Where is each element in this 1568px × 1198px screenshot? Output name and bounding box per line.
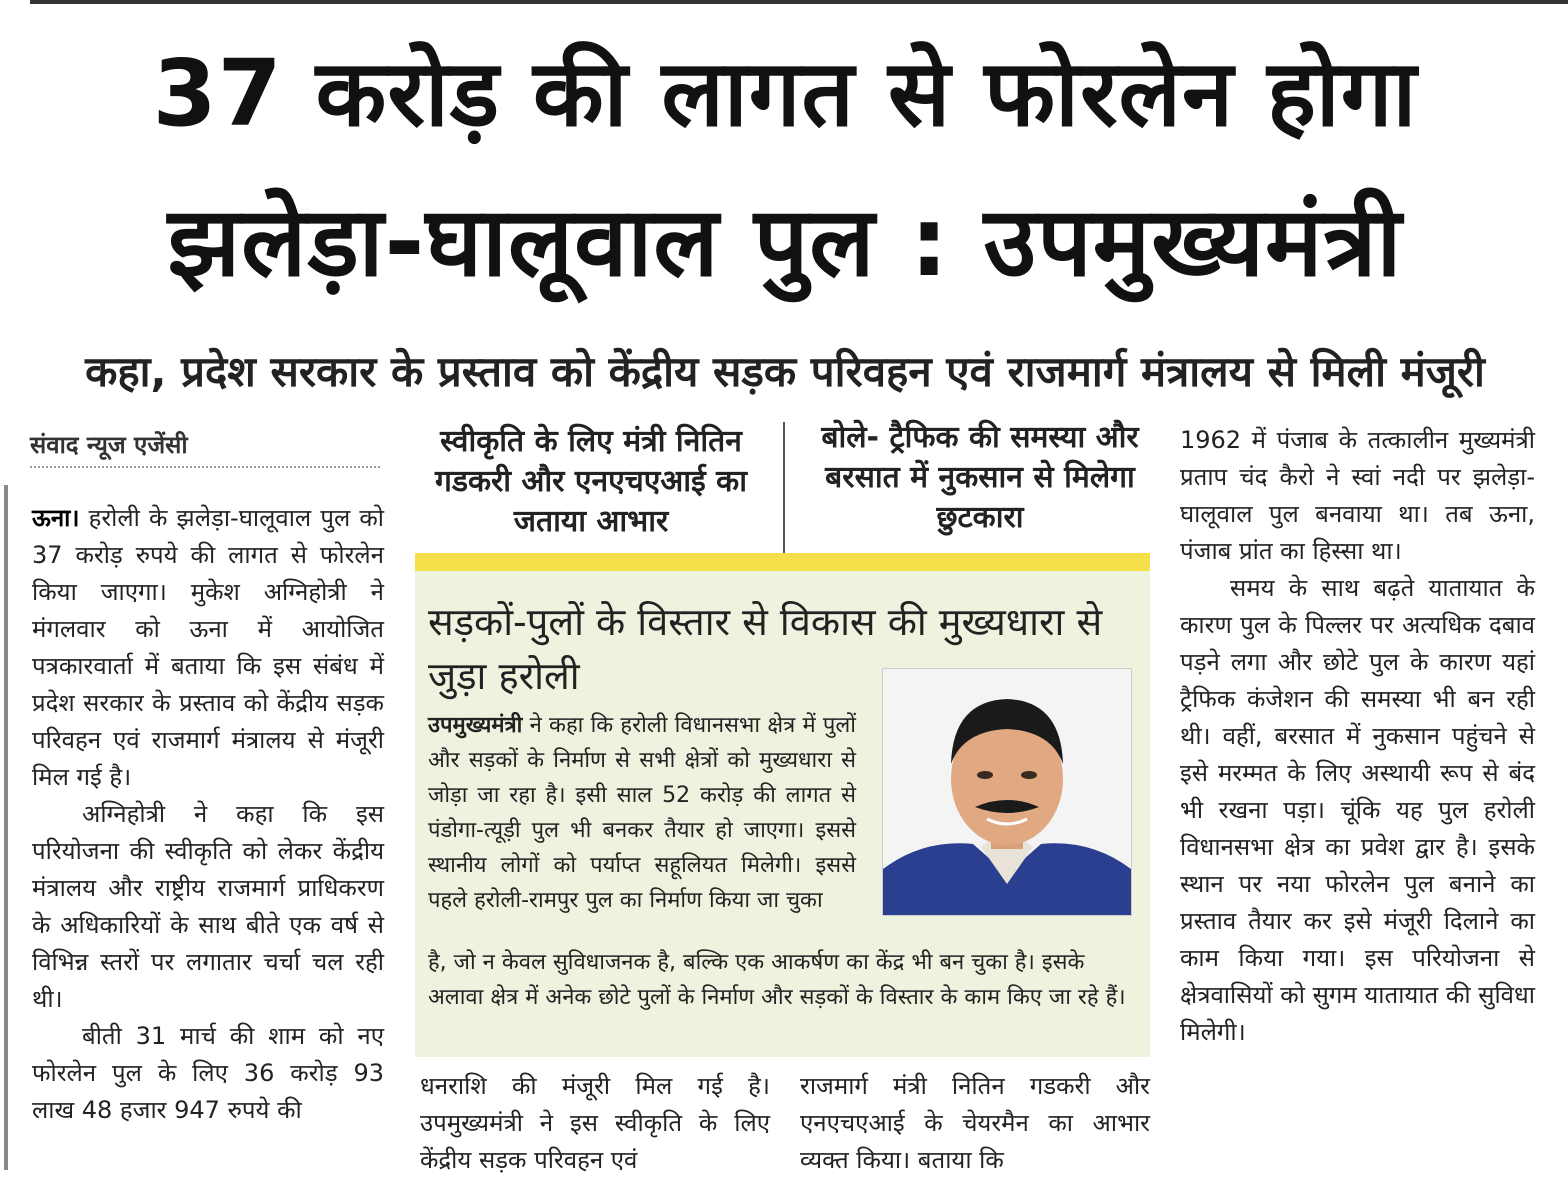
box-text-top-body: ने कहा कि हरोली विधानसभा क्षेत्र में पुलों और सड़कों के निर्माण से सभी क्षेत्रों को मुख्यधारा से जोड़ा जा रहा है। इसी साल 52 करोड़ की लागत से पंडोगा-त्यूड़ी पुल भी बनकर तैयार हो जाएगा। इससे स्थानीय लोगों को पर्याप्त सहूलियत मिलेगी। इससे पहले हरोली-रामपुर पुल का निर्माण किया जा चुका [428,713,856,913]
right-paragraph-2: समय के साथ बढ़ते यातायात के कारण पुल के पिल्लर पर अत्यधिक दबाव पड़ने लगा और छोटे पुल के कारण यहां ट्रैफिक कंजेशन की समस्या भी बन रही थी। वहीं, बरसात में नुकसान पहुंचने से इसे मरम्मत के लिए अस्थायी रूप से बंद भी रखना पड़ा। चूंकि यह पुल हरोली विधानसभा क्षेत्र का प्रवेश द्वार है। इसके स्थान पर नया फोरलेन पुल बनाने का प्रस्ताव तैयार कर इसे मंजूरी दिलाने का काम किया गया। इस परियोजना से क्षेत्रवासियों को सुगम यातायात की सुविधा मिलेगी। [1180,574,1535,1046]
left-paragraph-3: बीती 31 मार्च की शाम को नए फोरलेन पुल के लिए 36 करोड़ 93 लाख 48 हजार 947 रुपये की [32,1022,384,1124]
byline-divider [30,466,380,468]
pull-quote-left: स्वीकृति के लिए मंत्री नितिन गडकरी और एनएचएआई का जताया आभार [435,424,747,539]
deputy-cm-photo [882,668,1132,916]
subheadline: कहा, प्रदेश सरकार के प्रस्ताव को केंद्रीय सड़क परिवहन एवं राजमार्ग मंत्रालय से मिली मंजूरी [85,347,1485,396]
middle-bottom-column-1: धनराशि की मंजूरी मिल गई है। उपमुख्यमंत्री ने इस स्वीकृति के लिए केंद्रीय सड़क परिवहन एवं [420,1072,770,1174]
left-paragraph-2: अग्निहोत्री ने कहा कि इस परियोजना की स्वीकृति को लेकर केंद्रीय मंत्रालय और राष्ट्रीय राजमार्ग प्राधिकरण के अधिकारियों के साथ बीते एक वर्ष से विभिन्न स्तरों पर लगातार चर्चा चल रही थी। [32,800,384,1013]
left-margin-bar [4,485,8,1170]
pull-quote-divider [783,422,785,557]
portrait-image [883,669,1131,915]
headline-line-2: झलेड़ा-घालूवाल पुल : उपमुख्यमंत्री [167,186,1403,298]
box-text-top [428,708,856,918]
right-paragraph-1: 1962 में पंजाब के तत्कालीन मुख्यमंत्री प्रताप चंद कैरो ने स्वां नदी पर झलेड़ा-घालूवाल पुल बनवाया था। तब ऊना, पंजाब प्रांत का हिस्सा था। [1180,426,1535,565]
pull-quote-right: बोले- ट्रैफिक की समस्या और बरसात में नुकसान से मिलेगा छुटकारा [821,420,1139,535]
left-paragraph-1 [32,500,384,796]
dateline: ऊना। [32,504,80,532]
box-accent-bar [415,553,1150,571]
box-title: सड़कों-पुलों के विस्तार से विकास की मुख्यधारा से जुड़ा हरोली [428,600,1103,698]
right-column [1180,422,1535,1051]
box-lead: उपमुख्यमंत्री [428,713,523,738]
left-column [32,500,384,1129]
left-paragraph-1-text: हरोली के झलेड़ा-घालूवाल पुल को 37 करोड़ रुपये की लागत से फोरलेन किया जाएगा। मुकेश अग्निहोत्री ने मंगलवार को ऊना में आयोजित पत्रकारवार्ता में बताया कि इस संबंध में प्रदेश सरकार के प्रस्ताव को केंद्रीय सड़क परिवहन एवं राजमार्ग मंत्रालय से मंजूरी मिल गई है। [32,504,384,791]
headline-line-1: 37 करोड़ की लागत से फोरलेन होगा [152,40,1418,147]
box-text-bottom: है, जो न केवल सुविधाजनक है, बल्कि एक आकर्षण का केंद्र भी बन चुका है। इसके अलावा क्षेत्र में अनेक छोटे पुलों के निर्माण और सड़कों के विस्तार के काम किए जा रहे हैं। [428,950,1126,1010]
agency-byline: संवाद न्यूज एजेंसी [30,431,188,459]
middle-bottom-column-2: राजमार्ग मंत्री नितिन गडकरी और एनएचएआई के चेयरमैन का आभार व्यक्त किया। बताया कि [800,1072,1150,1174]
top-rule [30,0,1568,4]
